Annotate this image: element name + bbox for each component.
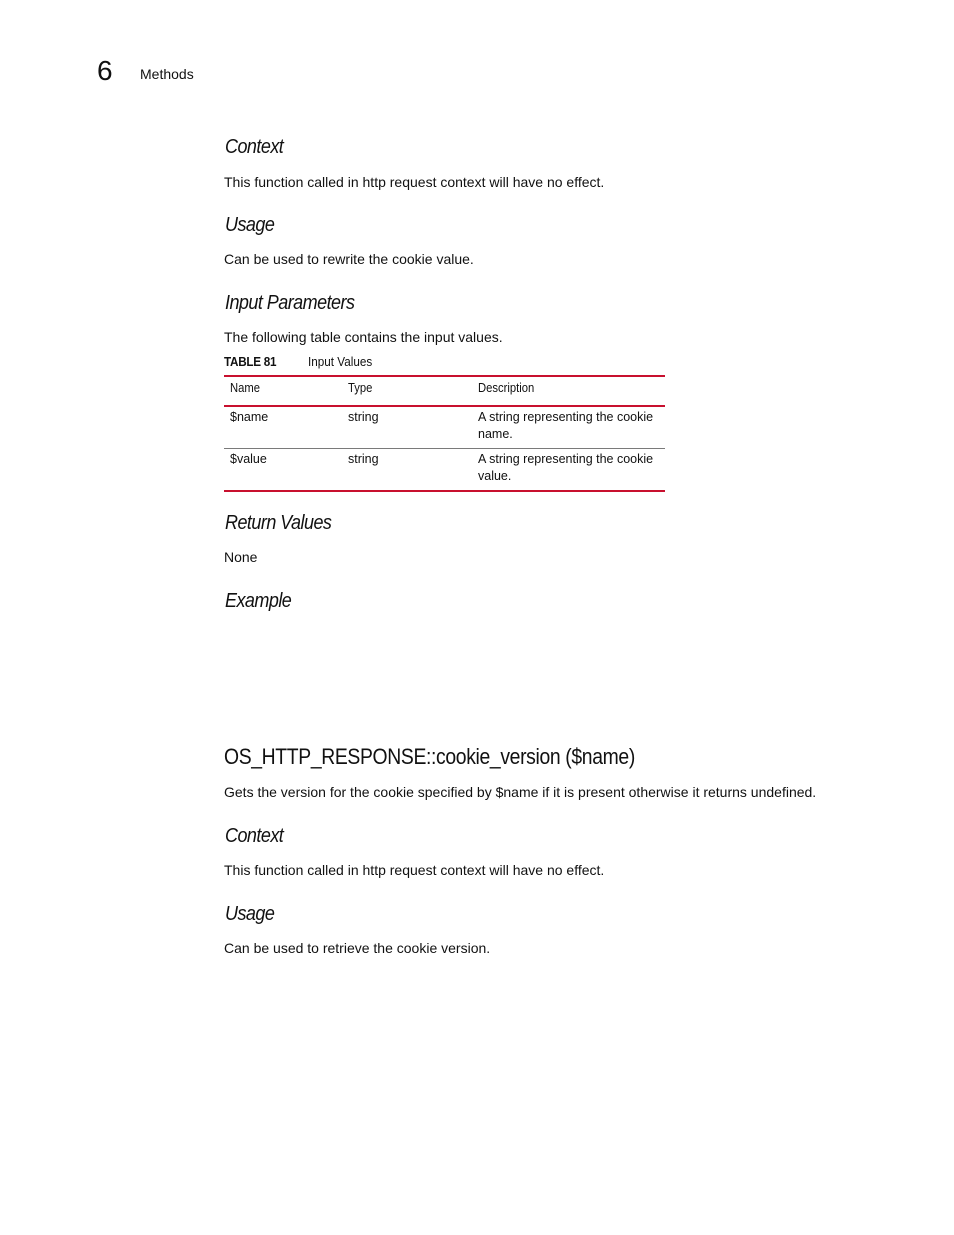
method-title: OS_HTTP_RESPONSE::cookie_version ($name) [224,744,635,769]
table-cell-description: A string representing the cookie name. [478,410,654,441]
table-caption [224,354,373,370]
usage-heading-2: Usage [225,903,275,925]
context-text: This function called in http request context will have no effect. [224,174,605,190]
chapter-number: 6 [97,55,113,86]
context-heading-2: Context [225,825,284,847]
table-row [224,407,665,448]
context-text-2: This function called in http request context will have no effect. [224,862,605,878]
method-description: Gets the version for the cookie specified by $name if it is present otherwise it returns undefined. [224,784,817,800]
table-cell-description: A string representing the cookie value. [478,452,654,483]
table-cell-name: $value [230,452,267,466]
table-cell-name: $name [230,410,269,424]
table-header-row [224,377,665,405]
example-heading: Example [225,590,292,612]
running-head: Methods [140,66,194,82]
table-cell-type: string [348,452,379,466]
column-header-name: Name [230,381,261,395]
input-parameters-heading: Input Parameters [225,292,355,314]
table-cell-type: string [348,410,379,424]
table-bottom-rule [224,490,665,492]
column-header-description: Description [478,381,535,395]
input-values-table [224,375,665,492]
return-values-heading: Return Values [225,512,332,534]
table-title: Input Values [308,354,373,369]
input-parameters-text: The following table contains the input values. [224,329,503,345]
column-header-type: Type [348,381,373,395]
context-heading: Context [225,136,284,158]
usage-heading: Usage [225,214,275,236]
table-row [224,449,665,490]
table-label: TABLE 81 [224,354,277,369]
usage-text-2: Can be used to retrieve the cookie version. [224,940,491,956]
return-values-text: None [224,549,258,565]
usage-text: Can be used to rewrite the cookie value. [224,251,474,267]
